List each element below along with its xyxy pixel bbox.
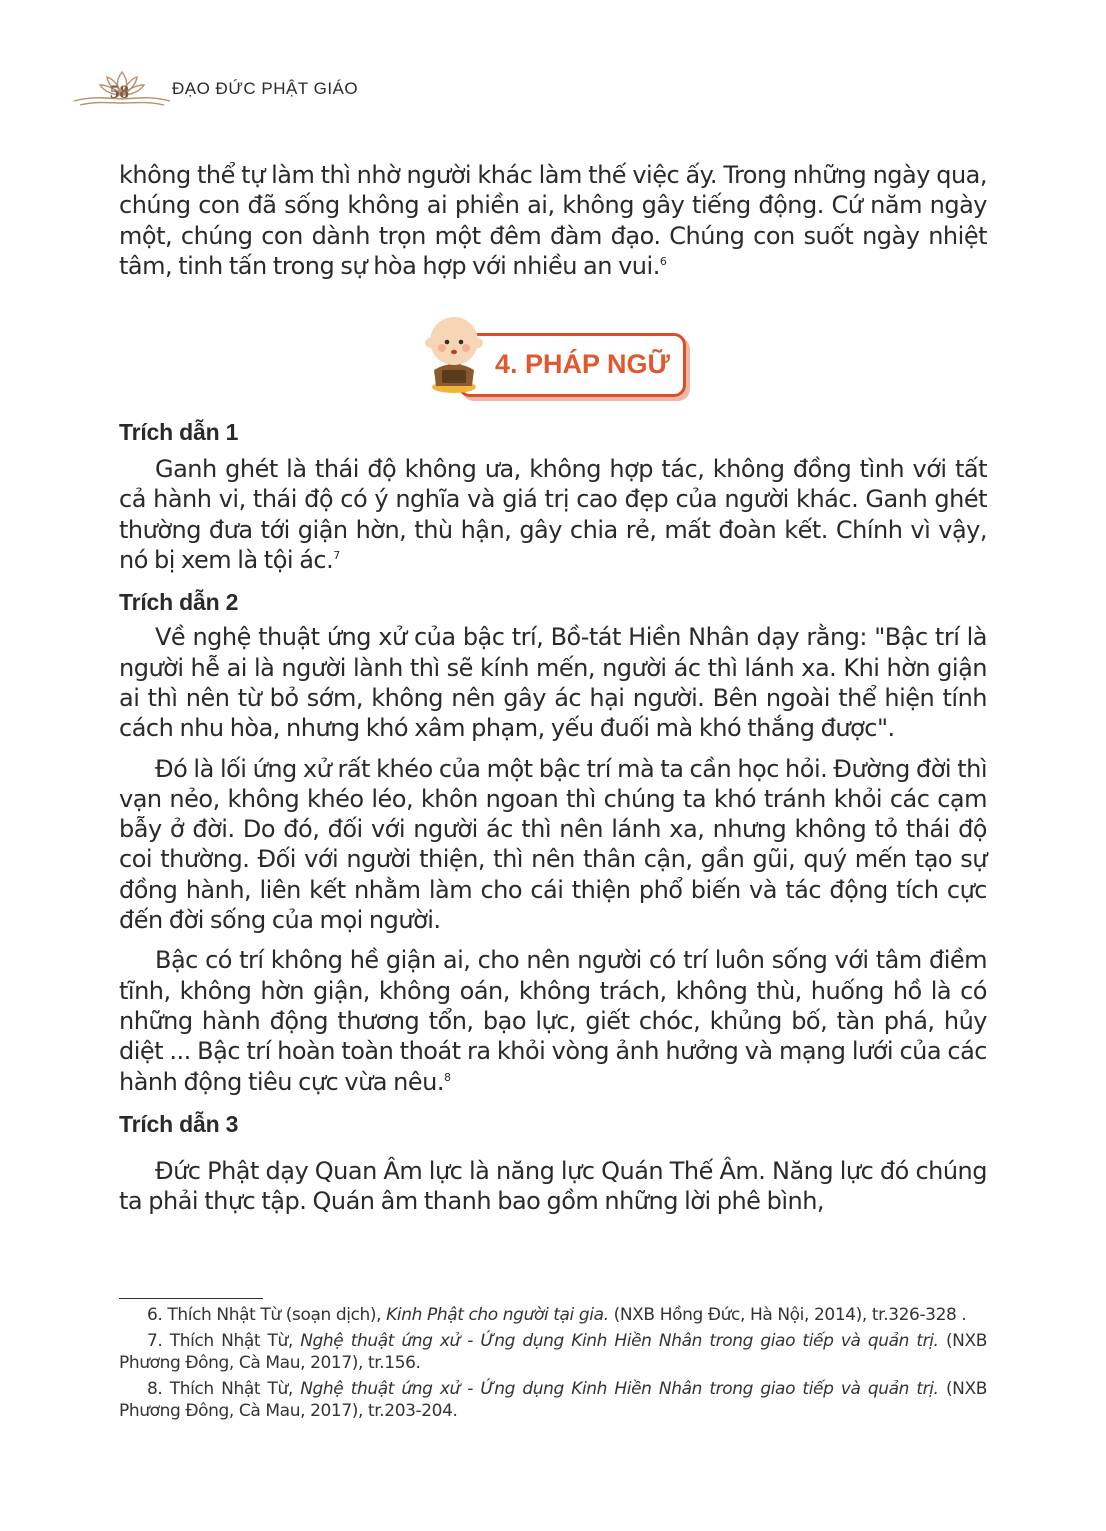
footnote-reference: 8 — [443, 1070, 451, 1084]
citation-2-paragraph-3 — [119, 945, 987, 1096]
footnote-reference: 6 — [659, 254, 667, 268]
footnote-6 — [119, 1304, 987, 1326]
running-title: ĐẠO ĐỨC PHẬT GIÁO — [172, 79, 359, 98]
footnote-8 — [119, 1378, 987, 1422]
paragraph-text: Đó là lối ứng xử rất khéo của một bậc trí mà ta cần học hỏi. Đường đời thì vạn nẻo, không khéo léo, khôn ngoan thì chúng ta khó tránh khỏi các cạm bẫy ở đời. Do đó, đối với người ác thì nên lánh xa, nhưng không tỏ thái độ coi thường. Đối với người thiện, thì nên thân cận, gần gũi, quý mến tạo sự đồng hành, liên kết nhằm làm cho cái thiện phổ biến và tác động tích cực đến đời sống của mọi người. — [119, 754, 987, 935]
citation-3-paragraph — [119, 1156, 987, 1217]
paragraph-text: Bậc có trí không hề giận ai, cho nên người có trí luôn sống với tâm điềm tĩnh, không hờn giận, không oán, không trách, không thù, huống hồ là có những hành động thương tổn, bạo lực, giết chóc, khủng bố, tàn phá, hủy diệt ... Bậc trí hoàn toàn thoát ra khỏi vòng ảnh hưởng và mạng lưới của các hành động tiêu cực vừa nêu. — [119, 946, 987, 1096]
footnote-title: Nghệ thuật ứng xử - Ứng dụng Kinh Hiền Nhân trong giao tiếp và quản trị. — [300, 1379, 939, 1399]
page-body — [119, 160, 987, 1216]
intro-paragraph — [119, 160, 987, 281]
citation-1-paragraph — [119, 454, 987, 575]
paragraph-text: Ganh ghét là thái độ không ưa, không hợp tác, không đồng tình với tất cả hành vi, thái độ có ý nghĩa và giá trị cao đẹp của người khác. Ganh ghét thường đưa tới giận hờn, thù hận, gây chia rẻ, mất đoàn kết. Chính vì vậy, nó bị xem là tội ác. — [119, 455, 987, 575]
paragraph-text: Về nghệ thuật ứng xử của bậc trí, Bồ-tát Hiền Nhân dạy rằng: "Bậc trí là người hễ ai là người lành thì sẽ kính mến, người ác thì lánh xa. Khi hờn giận ai thì nên từ bỏ sớm, không nên gây ác hại người. Bên ngoài thể hiện tính cách nhu hòa, nhưng khó xâm phạm, yếu đuối mà khó thắng được". — [119, 623, 987, 743]
section-title: 4. PHÁP NGỮ — [495, 349, 670, 379]
footnote-publication: (NXB Phương Đông, Cà Mau, 2017), tr.156. — [119, 1331, 987, 1373]
citation-1-heading: Trích dẫn 1 — [119, 419, 239, 446]
footnote-reference: 7 — [333, 549, 340, 563]
citation-2-paragraph-1 — [119, 622, 987, 743]
footnote-title: Nghệ thuật ứng xử - Ứng dụng Kinh Hiền Nhân trong giao tiếp và quản trị. — [300, 1331, 939, 1351]
footnote-author: 8. Thích Nhật Từ, — [147, 1379, 301, 1399]
citation-3-heading: Trích dẫn 3 — [119, 1110, 239, 1137]
running-header — [72, 68, 492, 112]
footnote-separator — [119, 1298, 263, 1299]
paragraph-text: không thể tự làm thì nhờ người khác làm thế việc ấy. Trong những ngày qua, chúng con đã sống không ai phiền ai, không gây tiếng động. Cứ năm ngày một, chúng con dành trọn một đêm đàm đạo. Chúng con suốt ngày nhiệt tâm, tinh tấn trong sự hòa hợp với nhiều an vui. — [119, 161, 987, 280]
paragraph-text: Đức Phật dạy Quan Âm lực là năng lực Quán Thế Âm. Năng lực đó chúng ta phải thực tập. Quán âm thanh bao gồm những lời phê bình, — [119, 1156, 987, 1216]
citation-2-paragraph-2 — [119, 754, 987, 936]
footnote-author: 6. Thích Nhật Từ (soạn dịch), — [147, 1305, 387, 1325]
footnote-author: 7. Thích Nhật Từ, — [147, 1331, 301, 1351]
page-number: 58 — [110, 82, 129, 103]
footnote-title: Kinh Phật cho người tại gia. — [386, 1305, 609, 1325]
footnote-publication: (NXB Hồng Đức, Hà Nội, 2014), tr.326-328 . — [608, 1305, 967, 1325]
footnote-7 — [119, 1330, 987, 1374]
citation-2-heading: Trích dẫn 2 — [119, 589, 239, 616]
footnotes — [119, 1304, 987, 1426]
footnote-publication: (NXB Phương Đông, Cà Mau, 2017), tr.203-204. — [119, 1379, 987, 1421]
